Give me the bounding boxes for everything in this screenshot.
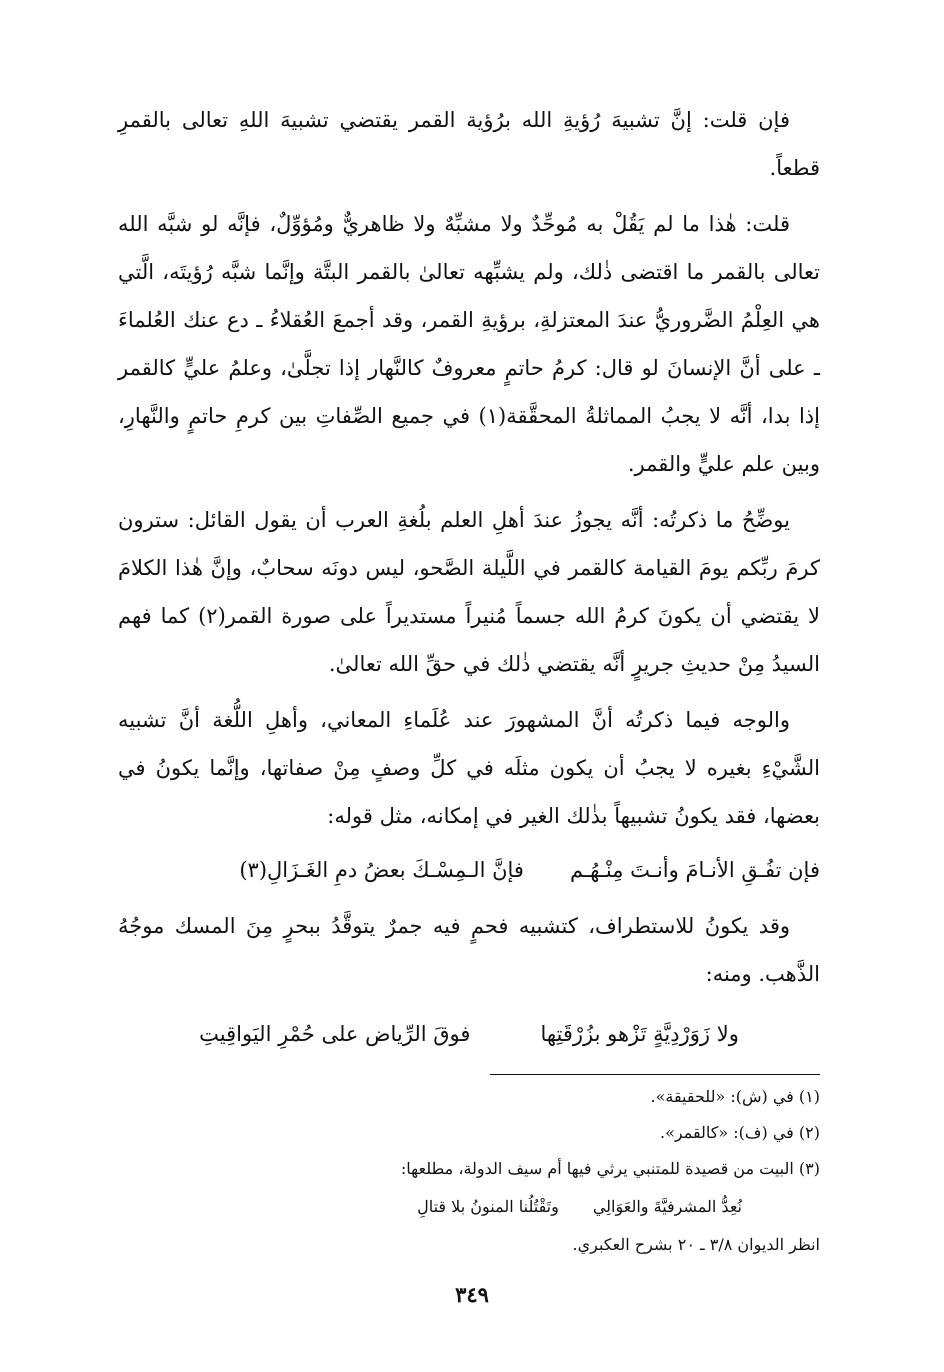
paragraph-4: والوجه فيما ذكرتُه أنَّ المشهورَ عند عُلَماءِ المعاني، وأهلِ اللُّغة أنَّ تشبيه الشَّيْءِ بغيره لا يجبُ أن يكون مثلَه في كلِّ وصفٍ مِنْ صفاتها، وإنَّما يكونُ في بعضها، فقد يكونُ تشبيهاً بذٰلك الغير في إمكانه، مثل قوله: xyxy=(118,708,820,828)
page-body xyxy=(118,96,820,1263)
page-number: ٣٤٩ xyxy=(455,1282,489,1307)
poem-verse-2-first-hemistich: ولا زَوَرْدِيَّةٍ تَزْهو بزُرْقَتِها xyxy=(540,1022,739,1046)
footnote-poem xyxy=(118,1187,820,1227)
footnote-divider xyxy=(490,1074,820,1075)
footnotes xyxy=(118,1079,820,1263)
poem-verse-2 xyxy=(118,1008,820,1060)
paragraph-1: فإن قلت: إنَّ تشبيهَ رُؤيةِ الله برُؤية القمر يقتضي تشبيهَ اللهِ تعالى بالقمرِ قطعاً. xyxy=(118,108,820,180)
footnote-poem-first-hemistich: نُعِدُّ المشرفيَّةَ والعَوَالِي xyxy=(592,1197,742,1216)
footnote-reference: انظر الديوان ٣/٨ ـ ٢٠ بشرح العكبري. xyxy=(572,1235,820,1254)
footnote-poem-second-hemistich: وتَقْتُلُنا المنونُ بلا قتالِ xyxy=(417,1197,559,1216)
poem-verse-2-second-hemistich: فوقَ الرِّياض على حُمْرِ اليَواقِيتِ xyxy=(199,1022,471,1046)
poem-verse-1-first-hemistich: فإن تفُـقِ الأنـامَ وأنـتَ مِنْـهُـم xyxy=(569,858,820,882)
paragraph-3: يوضِّحُ ما ذكرتُه: أنَّه يجوزُ عندَ أهلِ العلم بلُغةِ العرب أن يقول القائل: سترون كرمَ ربِّكم يومَ القيامة كالقمر في اللَّيلة الصَّحو، ليس دونَه سحابٌ، وإنَّ هٰذا الكلامَ لا يقتضي أن يكونَ كرمُ الله جسماً مُنيراً مستديراً على صورة القمر(٢) كما فهم السيدُ مِنْ حديثِ جريرٍ أنَّه يقتضي ذٰلك في حقِّ الله تعالىٰ. xyxy=(118,508,821,676)
poem-verse-1-second-hemistich: فإنَّ الـمِسْـكَ بعضُ دمِ الغَـزَالِ(٣) xyxy=(239,858,524,882)
poem-verse-1 xyxy=(118,846,820,894)
paragraph-2: قلت: هٰذا ما لم يَقُلْ به مُوحِّدٌ ولا مشبِّهٌ ولا ظاهريٌّ ومُؤوِّلٌ، فإنَّه لو شبَّه الله تعالى بالقمر ما اقتضى ذٰلك، ولم يشبِّهه تعالىٰ بالقمر البتَّة وإنَّما شبَّه رُؤيتَه، الَّتي هي العِلْمُ الضَّروريُّ عندَ المعتزلةِ، برؤيةِ القمر، وقد أجمعَ العُقلاءُ ـ دع عنك العُلماءَ ـ على أنَّ الإنسانَ لو قال: كرمُ حاتمٍ معروفٌ كالنَّهار إذا تجلَّىٰ، وعلمُ عليٍّ كالقمر إذا بدا، أنَّه لا يجبُ المماثلةُ المحقَّقة(١) في جميع الصِّفاتِ بين كرمِ حاتمٍ والنَّهارِ، وبين علم عليٍّ والقمر. xyxy=(118,212,820,476)
paragraph-5: وقد يكونُ للاستطراف، كتشبيه فحمٍ فيه جمرٌ يتوقَّدُ ببحرٍ مِنَ المسك موجُهُ الذَّهب. ومنه: xyxy=(118,914,820,986)
footnote-1: (١) في (ش): «للحقيقة». xyxy=(650,1087,820,1106)
footnote-2: (٢) في (ف): «كالقمر». xyxy=(660,1123,820,1142)
footnote-3: (٣) البيت من قصيدة للمتنبي يرثي فيها أم سيف الدولة، مطلعها: xyxy=(400,1159,820,1178)
